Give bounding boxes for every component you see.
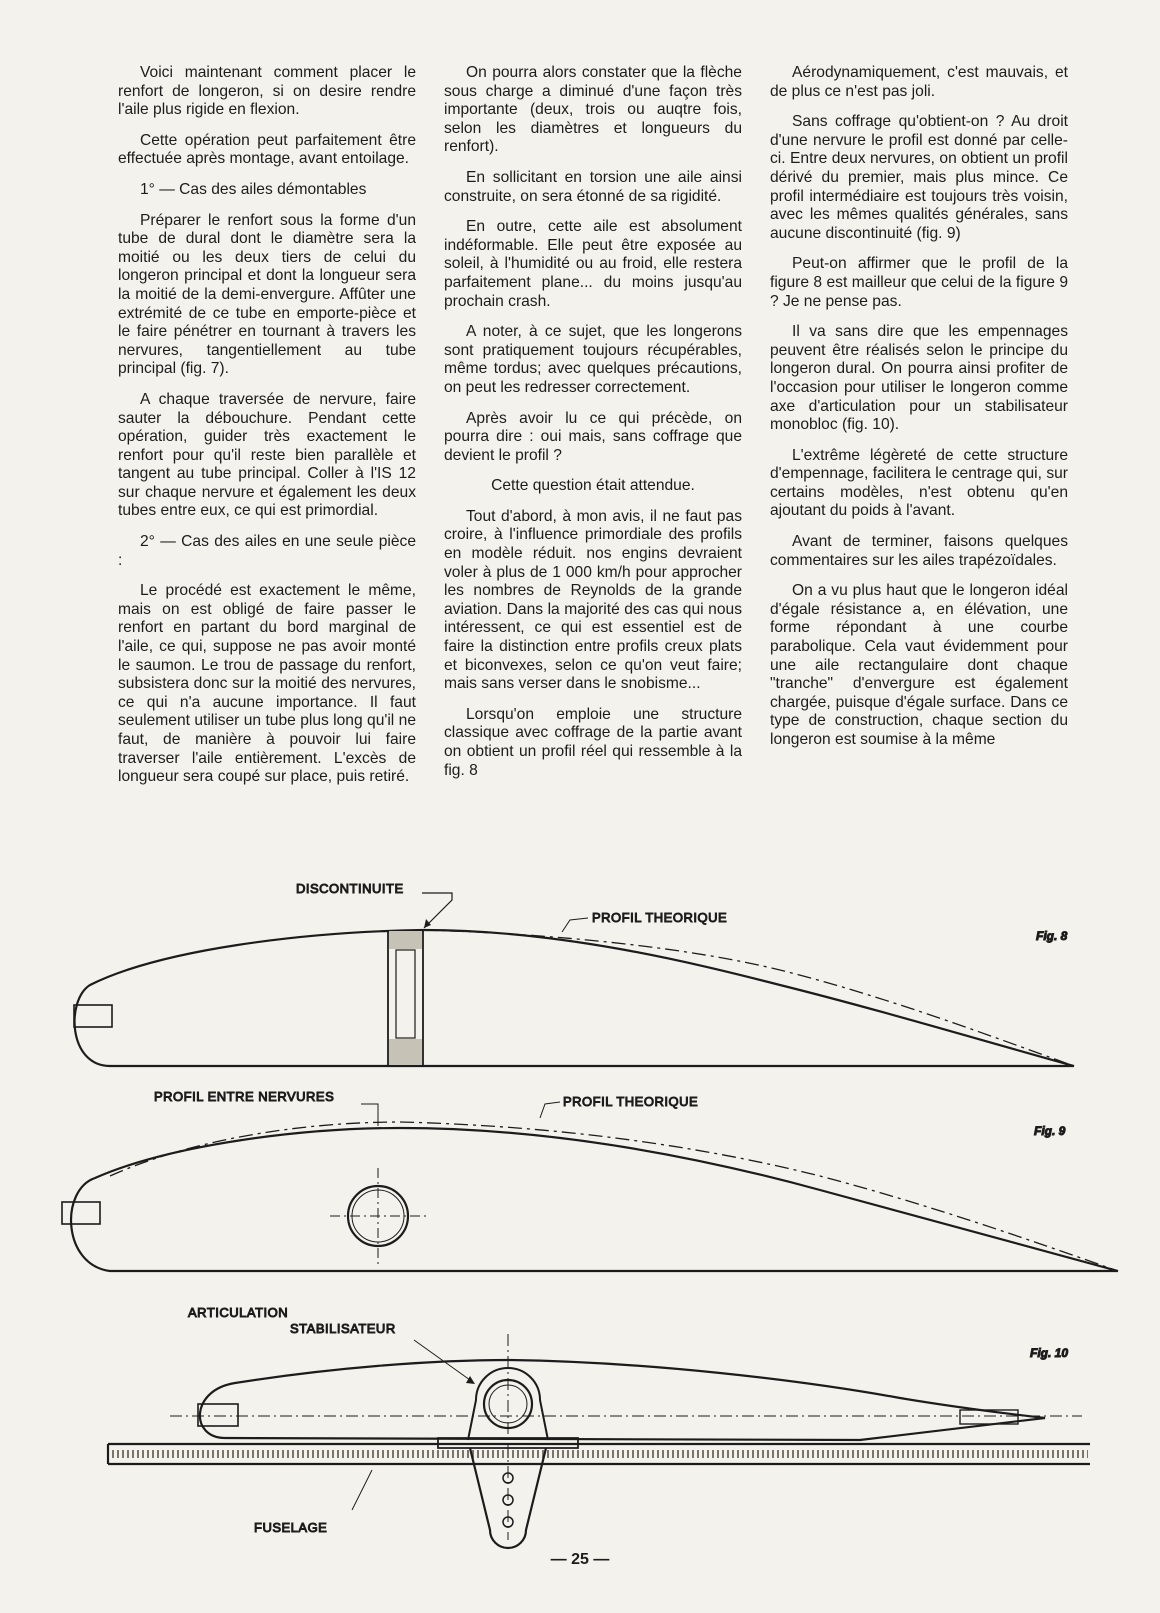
paragraph: Préparer le renfort sous la forme d'un tube de dural dont le diamètre sera la moitié ou les deux tiers de celui du longeron principal et dont la longueur sera la moitié de la demi-envergure. Affûter une extrémité de ce tube en emporte-pièce et le faire pénétrer en tournant à travers les nervures, tangentiellement au tube principal (fig. 7). [118,211,416,378]
paragraph: En outre, cette aile est absolument indéformable. Elle peut être exposée au soleil, à l'humidité ou au froid, elle restera parfaitement plane... du moins jusqu'au prochain crash. [444,218,742,310]
fig10-diagram [108,1305,1090,1548]
section-heading: 2° — Cas des ailes en une seule pièce : [118,533,416,569]
fig9-diagram [62,1089,1118,1271]
page-number: — 25 — [550,1551,610,1568]
paragraph: L'extrême légèreté de cette structure d'empennage, facilitera le centrage qui, sur certains modèles, n'est obtenu qu'en ajoutant du poids à l'avant. [770,446,1068,520]
fig8-diagram [74,881,1074,1066]
fig10-label-stabilisateur: STABILISATEUR [290,1321,396,1336]
paragraph: Lorsqu'on emploie une structure classique avec coffrage de la partie avant on obtient un profil réel qui ressemble à la fig. 8 [444,705,742,779]
fig10-label-articulation: ARTICULATION [188,1305,289,1320]
fig10-caption: Fig. 10 [1030,1346,1069,1360]
fig9-label-profil-theorique: PROFIL THEORIQUE [563,1094,699,1109]
paragraph: Avant de terminer, faisons quelques commentaires sur les ailes trapézoïdales. [770,533,1068,569]
paragraph: Il va sans dire que les empennages peuvent être réalisés selon le principe du longeron dural. On pourra ainsi profiter de l'occasion pour utiliser le longeron comme axe d'articulation pour un stabilisateur monobloc (fig. 10). [770,323,1068,434]
fig8-caption: Fig. 8 [1036,929,1068,943]
paragraph: Voici maintenant comment placer le renfort de longeron, si on desire rendre l'aile plus rigide en flexion. [118,64,416,119]
fig9-label-profil-entre: PROFIL ENTRE NERVURES [154,1089,335,1104]
paragraph: On pourra alors constater que la flèche sous charge a diminué d'une façon très importante (deux, trois ou auqtre fois, selon les diamètres et longueurs du renfort). [444,64,742,156]
paragraph: On a vu plus haut que le longeron idéal d'égale résistance a, en élévation, une forme répondant à une courbe parabolique. Cela vaut évidemment pour une aile rectangulaire dont chaque "tranche" d'envergure est également chargée, puisque d'égale surface. Dans ce type de construction, chaque section du longeron est soumise à la même [770,582,1068,748]
paragraph: A chaque traversée de nervure, faire sauter la débouchure. Pendant cette opération, guider très exactement le renfort pour qu'il reste bien parallèle et tangent au tube principal. Coller à l'IS 12 sur chaque nervure et également les deux tubes entre eux, ce qui est primordial. [118,390,416,520]
paragraph: Après avoir lu ce qui précède, on pourra dire : oui mais, sans coffrage que devient le profil ? [444,409,742,464]
paragraph: A noter, à ce sujet, que les longerons sont pratiquement toujours récupérables, même tordus; avec quelques précautions, on peut les redresser correctement. [444,323,742,396]
fig10-label-fuselage: FUSELAGE [254,1520,328,1535]
paragraph: Le procédé est exactement le même, mais on est obligé de faire passer le renfort en partant du bord marginal de l'aile, ce qui, suppose ne pas avoir monté le saumon. Le trou de passage du renfort, subsistera donc sur la moitié des nervures, ce qui n'a aucune importance. Il faut seulement utiliser un tube plus long qu'il ne faut, de manière à pouvoir lui faire traverser l'aile entièrement. L'excès de longueur sera coupé sur place, puis retiré. [118,582,416,786]
paragraph: Cette question était attendue. [491,477,695,495]
fig9-caption: Fig. 9 [1034,1124,1066,1138]
section-heading: 1° — Cas des ailes démontables [140,180,367,198]
fig8-label-profil-theorique: PROFIL THEORIQUE [592,910,728,925]
paragraph: Sans coffrage qu'obtient-on ? Au droit d'une nervure le profil est donné par celle-ci. Entre deux nervures, on obtient un profil dérivé du premier, mais plus mince. Ce profil intermédiaire est toujours très voisin, avec les mêmes qualités générales, sans aucune discontinuité (fig. 9) [770,113,1068,242]
paragraph: Cette opération peut parfaitement être effectuée après montage, avant entoilage. [118,131,416,168]
fig8-label-discontinuite: DISCONTINUITE [296,881,404,896]
paragraph: Tout d'abord, à mon avis, il ne faut pas croire, à l'influence primordiale des profils en modèle réduit. nos engins devraient voler à plus de 1 000 km/h pour approcher les nombres de Reynolds de la grande aviation. Dans la majorité des cas qui nous intéressent, ce qui est essentiel est de faire la distinction entre profils creux plats et biconvexes, selon ce qu'on veut faire; mais sans verser dans le snobisme... [444,507,742,693]
paragraph: Peut-on affirmer que le profil de la figure 8 est mailleur que celui de la figure 9 ? Je ne pense pas. [770,255,1068,310]
paragraph: Aérodynamiquement, c'est mauvais, et de plus ce n'est pas joli. [770,64,1068,100]
paragraph: En sollicitant en torsion une aile ainsi construite, on sera étonné de sa rigidité. [444,168,742,205]
